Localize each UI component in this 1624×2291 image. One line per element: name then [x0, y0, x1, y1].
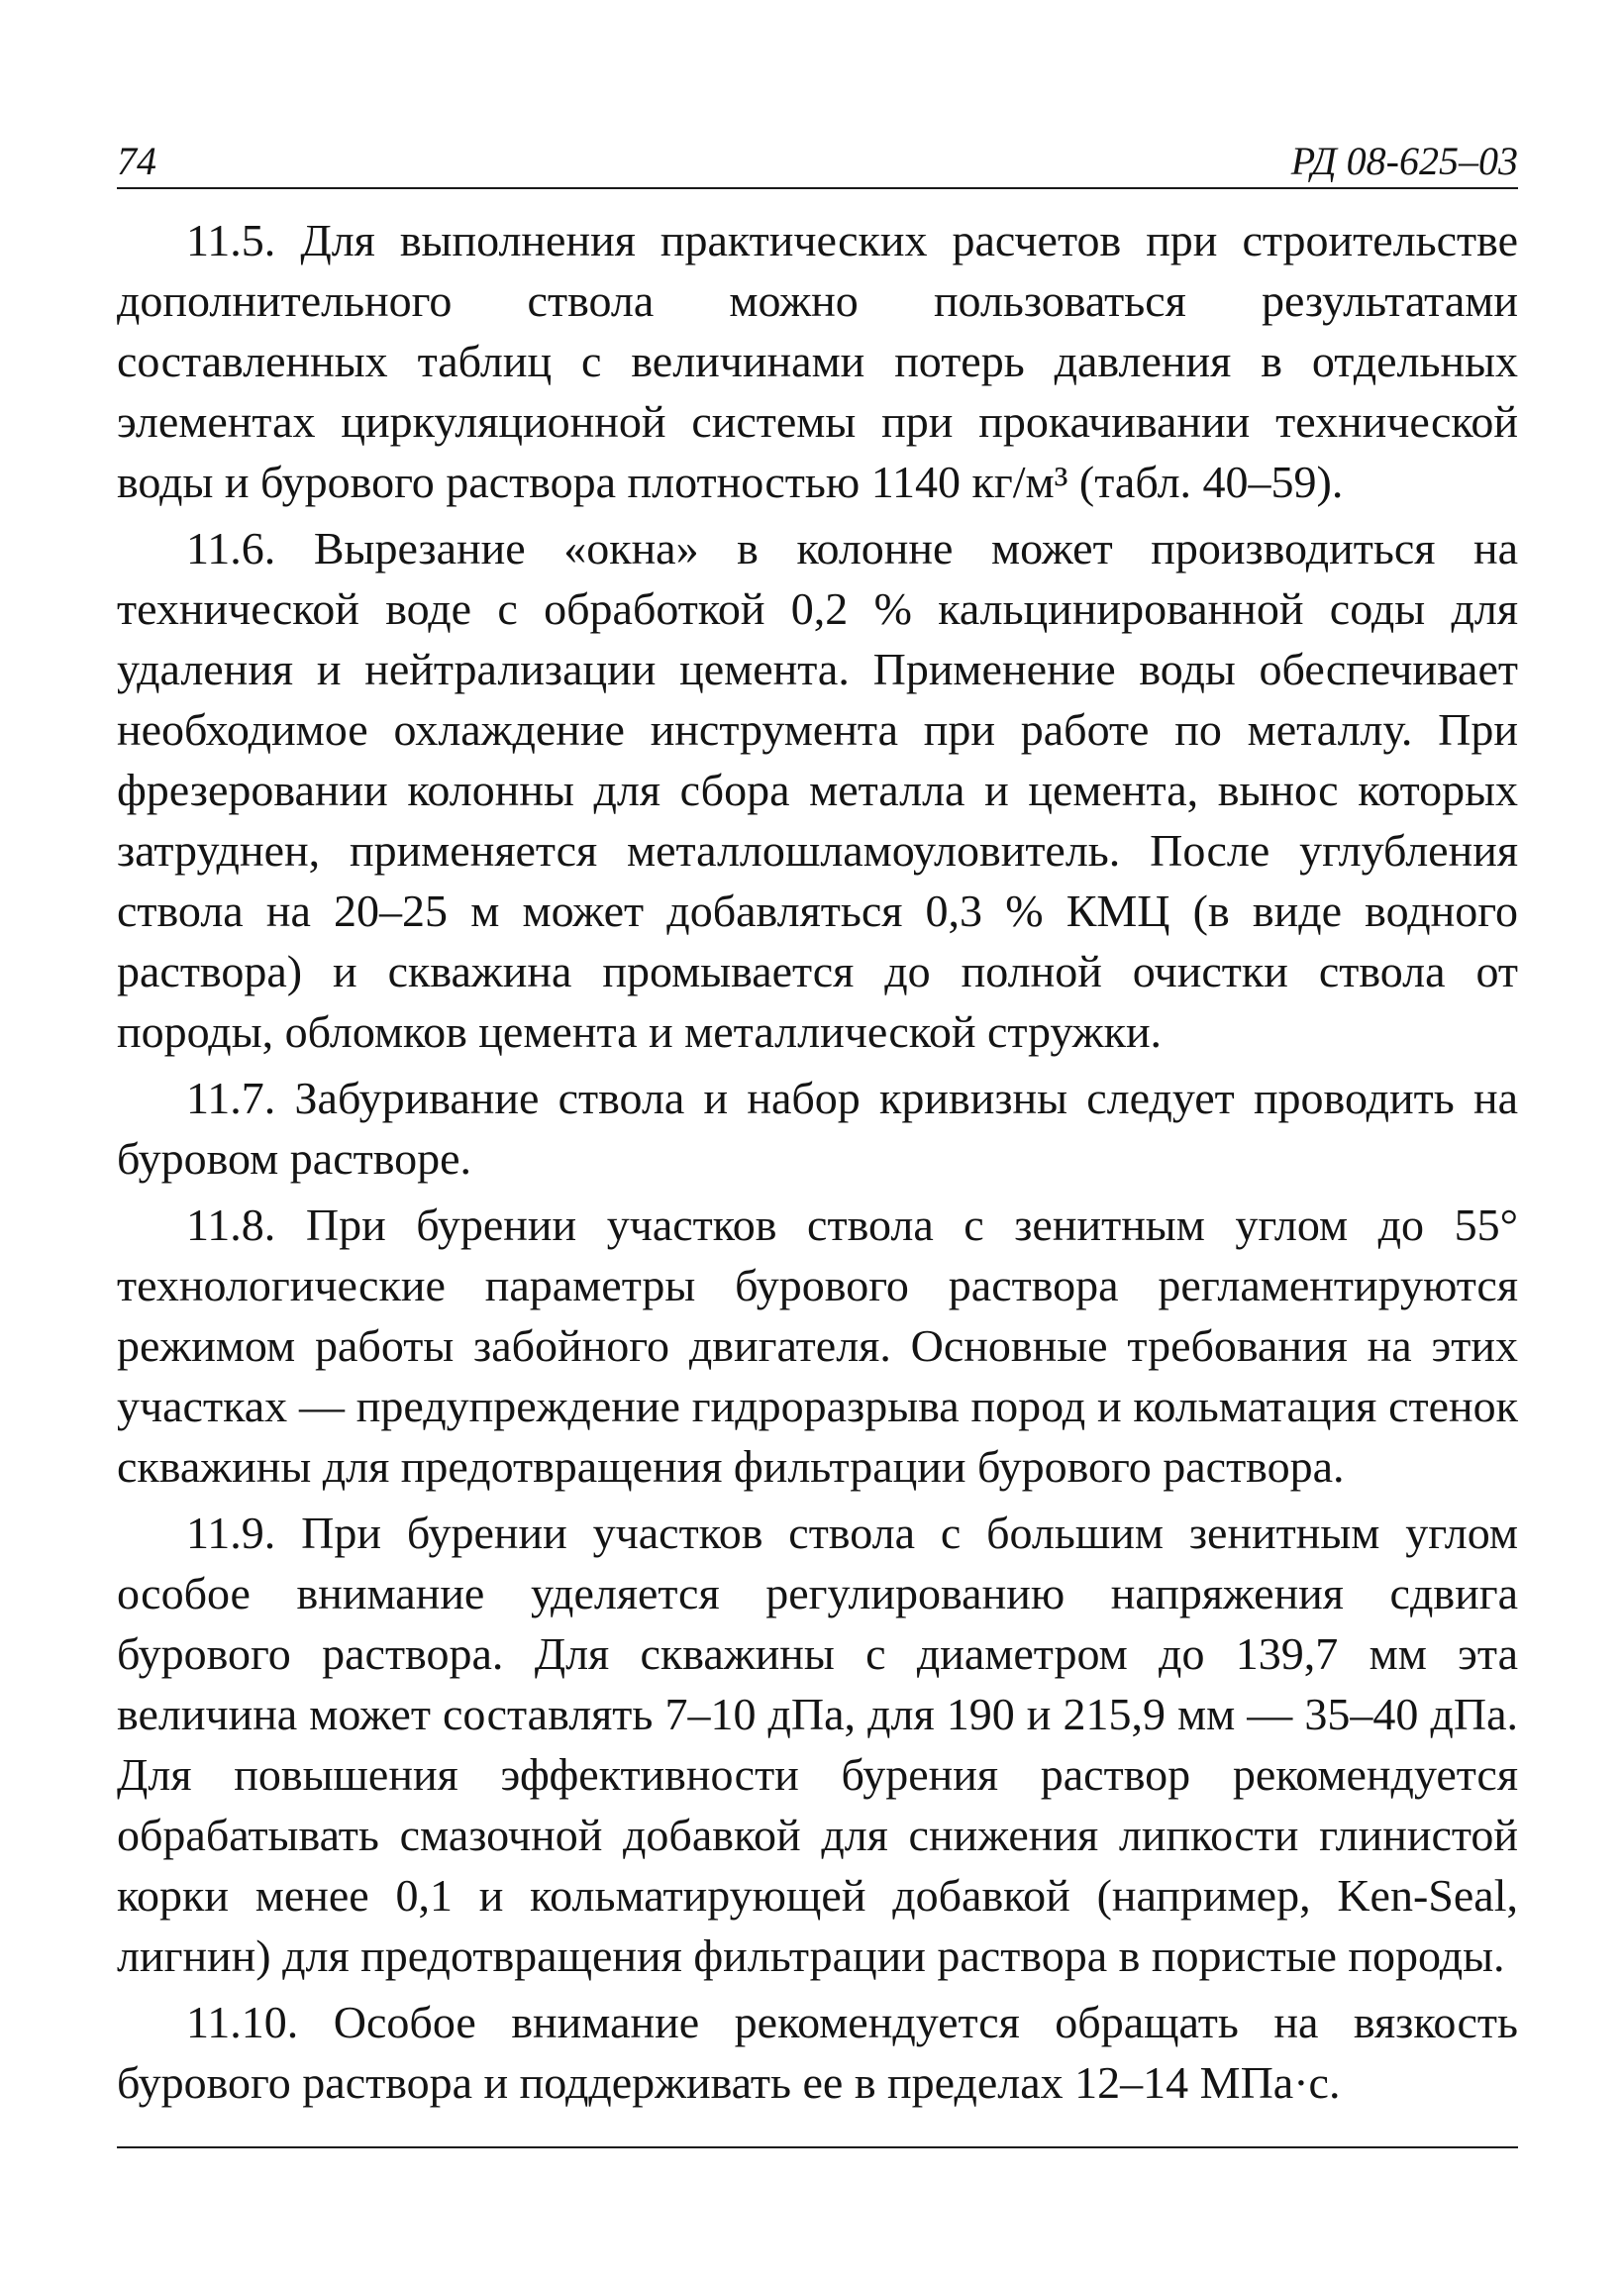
paragraph-11-9: 11.9. При бурении участков ствола с большим зенитным углом особое внимание уделяется регулированию напряжения сдвига бурового раствора. Для скважины с диаметром до 139,7 мм эта величина может составлять 7–10 дПа, для 190 и 215,9 мм — 35–40 дПа. Для повышения эффективности бурения раствор рекомендуется обрабатывать смазочной добавкой для снижения липкости глинистой корки менее 0,1 и кольматирующей добавкой (например, Ken-Seal, лигнин) для предотвращения фильтрации раствора в пористые породы. [117, 1508, 1518, 1981]
paragraph-11-10: 11.10. Особое внимание рекомендуется обращать на вязкость бурового раствора и поддерживать ее в пределах 12–14 МПа·с. [117, 1997, 1518, 2108]
header-rule [117, 187, 1518, 189]
page-header [117, 136, 1518, 191]
paragraph-11-5: 11.5. Для выполнения практических расчетов при строительстве дополнительного ствола можно пользоваться результатами составленных таблиц с величинами потерь давления в отдельных элементах циркуляционной системы при прокачивании технической воды и бурового раствора плотностью 1140 кг/м³ (табл. 40–59). [117, 215, 1518, 507]
document-code: РД 08-625–03 [1290, 139, 1518, 183]
paragraph-11-7: 11.7. Забуривание ствола и набор кривизны следует проводить на буровом растворе. [117, 1073, 1518, 1184]
footer-rule [117, 2146, 1518, 2148]
document-body [117, 210, 1518, 2119]
paragraph-11-6: 11.6. Вырезание «окна» в колонне может производиться на технической воде с обработкой 0,2 % кальцинированной соды для удаления и нейтрализации цемента. Применение воды обеспечивает необходимое охлаждение инструмента при работе по металлу. При фрезеровании колонны для сбора металла и цемента, вынос которых затруднен, применяется металлошламоуловитель. После углубления ствола на 20–25 м может добавляться 0,3 % КМЦ (в виде водного раствора) и скважина промывается до полной очистки ствола от породы, обломков цемента и металлической стружки. [117, 523, 1518, 1057]
paragraph-11-8: 11.8. При бурении участков ствола с зенитным углом до 55° технологические параметры бурового раствора регламентируются режимом работы забойного двигателя. Основные требования на этих участках — предупреждение гидроразрыва пород и кольматация стенок скважины для предотвращения фильтрации бурового раствора. [117, 1199, 1518, 1492]
page-number: 74 [117, 139, 156, 183]
